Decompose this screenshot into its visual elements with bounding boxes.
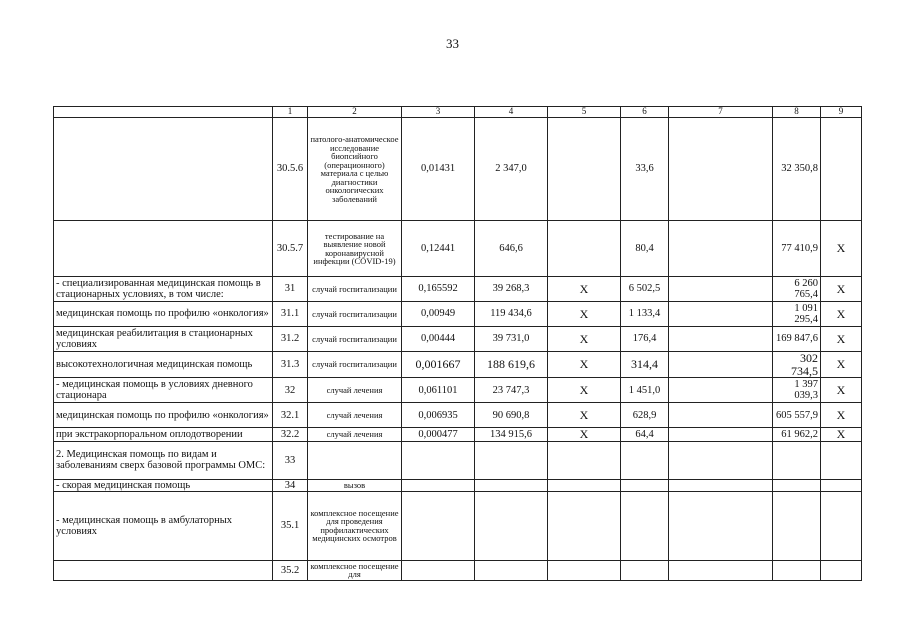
cell-3 xyxy=(402,441,475,479)
row-number: 35.2 xyxy=(273,560,308,580)
row-name xyxy=(54,118,273,221)
cell-6: 176,4 xyxy=(621,327,669,352)
row-unit: патолого-анатомическое исследование биопсийного (операционного) материала с целью диагностики онкологических заболеваний xyxy=(308,118,402,221)
cell-5: X xyxy=(548,277,621,302)
cell-4 xyxy=(475,491,548,560)
table-row xyxy=(54,327,862,352)
cell-8: 1 091 295,4 xyxy=(773,302,821,327)
header-cell: 4 xyxy=(475,107,548,118)
cell-6: 33,6 xyxy=(621,118,669,221)
row-unit: комплексное посещение для xyxy=(308,560,402,580)
cell-5: X xyxy=(548,327,621,352)
table-row xyxy=(54,403,862,428)
cell-6: 314,4 xyxy=(621,352,669,378)
row-name: медицинская помощь по профилю «онкология» xyxy=(54,302,273,327)
cell-6 xyxy=(621,491,669,560)
cell-7 xyxy=(669,277,773,302)
row-unit xyxy=(308,441,402,479)
cell-8: 169 847,6 xyxy=(773,327,821,352)
cell-4: 134 915,6 xyxy=(475,428,548,442)
cell-3: 0,00444 xyxy=(402,327,475,352)
cell-3: 0,006935 xyxy=(402,403,475,428)
cell-3 xyxy=(402,491,475,560)
cell-9 xyxy=(821,441,862,479)
header-cell: 9 xyxy=(821,107,862,118)
row-name xyxy=(54,221,273,277)
row-unit: случай госпитализации xyxy=(308,302,402,327)
row-name: медицинская помощь по профилю «онкология» xyxy=(54,403,273,428)
row-unit: случай госпитализации xyxy=(308,277,402,302)
row-number: 35.1 xyxy=(273,491,308,560)
cell-3: 0,00949 xyxy=(402,302,475,327)
cell-4: 39 731,0 xyxy=(475,327,548,352)
cell-9: X xyxy=(821,378,862,403)
cell-5 xyxy=(548,118,621,221)
row-unit: тестирование на выявление новой коронавирусной инфекции (COVID-19) xyxy=(308,221,402,277)
row-unit: случай лечения xyxy=(308,428,402,442)
cell-6 xyxy=(621,560,669,580)
row-number: 30.5.6 xyxy=(273,118,308,221)
header-cell: 5 xyxy=(548,107,621,118)
cell-8: 1 397 039,3 xyxy=(773,378,821,403)
data-table xyxy=(53,106,862,581)
table-row xyxy=(54,302,862,327)
header-row xyxy=(54,107,862,118)
row-name: медицинская реабилитация в стационарных условиях xyxy=(54,327,273,352)
row-name: - медицинская помощь в условиях дневного стационара xyxy=(54,378,273,403)
cell-6: 1 451,0 xyxy=(621,378,669,403)
table-row xyxy=(54,428,862,442)
table-row xyxy=(54,491,862,560)
cell-3 xyxy=(402,479,475,491)
row-name: - скорая медицинская помощь xyxy=(54,479,273,491)
cell-5: X xyxy=(548,403,621,428)
cell-4: 90 690,8 xyxy=(475,403,548,428)
header-cell: 1 xyxy=(273,107,308,118)
cell-4 xyxy=(475,441,548,479)
header-cell: 8 xyxy=(773,107,821,118)
cell-9: X xyxy=(821,428,862,442)
cell-5 xyxy=(548,560,621,580)
cell-7 xyxy=(669,491,773,560)
cell-5: X xyxy=(548,378,621,403)
cell-5: X xyxy=(548,352,621,378)
cell-7 xyxy=(669,560,773,580)
row-name: высокотехнологичная медицинская помощь xyxy=(54,352,273,378)
table-row xyxy=(54,221,862,277)
cell-8: 32 350,8 xyxy=(773,118,821,221)
cell-6: 64,4 xyxy=(621,428,669,442)
cell-6: 80,4 xyxy=(621,221,669,277)
cell-9: X xyxy=(821,221,862,277)
cell-9 xyxy=(821,479,862,491)
row-unit: вызов xyxy=(308,479,402,491)
cell-9 xyxy=(821,491,862,560)
cell-3: 0,12441 xyxy=(402,221,475,277)
table-row xyxy=(54,378,862,403)
cell-4: 2 347,0 xyxy=(475,118,548,221)
cell-8 xyxy=(773,441,821,479)
cell-4: 39 268,3 xyxy=(475,277,548,302)
cell-7 xyxy=(669,118,773,221)
cell-3: 0,001667 xyxy=(402,352,475,378)
cell-3: 0,01431 xyxy=(402,118,475,221)
cell-8: 77 410,9 xyxy=(773,221,821,277)
table-row xyxy=(54,560,862,580)
cell-7 xyxy=(669,327,773,352)
cell-9 xyxy=(821,560,862,580)
cell-4 xyxy=(475,479,548,491)
cell-9: X xyxy=(821,302,862,327)
cell-8 xyxy=(773,491,821,560)
cell-8 xyxy=(773,560,821,580)
cell-7 xyxy=(669,352,773,378)
cell-7 xyxy=(669,428,773,442)
row-number: 30.5.7 xyxy=(273,221,308,277)
cell-5: X xyxy=(548,428,621,442)
row-unit: случай госпитализации xyxy=(308,352,402,378)
cell-8: 61 962,2 xyxy=(773,428,821,442)
cell-3: 0,061101 xyxy=(402,378,475,403)
cell-8 xyxy=(773,479,821,491)
header-cell: 2 xyxy=(308,107,402,118)
row-number: 31 xyxy=(273,277,308,302)
cell-5 xyxy=(548,491,621,560)
cell-7 xyxy=(669,441,773,479)
table-row xyxy=(54,277,862,302)
table-row xyxy=(54,352,862,378)
cell-6 xyxy=(621,479,669,491)
row-unit: случай госпитализации xyxy=(308,327,402,352)
row-number: 34 xyxy=(273,479,308,491)
row-number: 31.2 xyxy=(273,327,308,352)
cell-7 xyxy=(669,221,773,277)
cell-3: 0,165592 xyxy=(402,277,475,302)
cell-4 xyxy=(475,560,548,580)
header-cell: 3 xyxy=(402,107,475,118)
cell-9: X xyxy=(821,327,862,352)
cell-6 xyxy=(621,441,669,479)
row-unit: случай лечения xyxy=(308,378,402,403)
header-cell-blank xyxy=(54,107,273,118)
cell-3: 0,000477 xyxy=(402,428,475,442)
cell-9 xyxy=(821,118,862,221)
row-name xyxy=(54,560,273,580)
page-number: 33 xyxy=(446,36,459,51)
row-number: 33 xyxy=(273,441,308,479)
cell-6: 6 502,5 xyxy=(621,277,669,302)
cell-4: 188 619,6 xyxy=(475,352,548,378)
row-unit: комплексное посещение для проведения профилактических медицинских осмотров xyxy=(308,491,402,560)
row-name: - специализированная медицинская помощь в стационарных условиях, в том числе: xyxy=(54,277,273,302)
table-row xyxy=(54,479,862,491)
cell-9: X xyxy=(821,352,862,378)
cell-6: 1 133,4 xyxy=(621,302,669,327)
cell-7 xyxy=(669,479,773,491)
cell-5 xyxy=(548,479,621,491)
row-name: - медицинская помощь в амбулаторных условиях xyxy=(54,491,273,560)
cell-7 xyxy=(669,302,773,327)
cell-9: X xyxy=(821,403,862,428)
row-number: 32 xyxy=(273,378,308,403)
cell-4: 646,6 xyxy=(475,221,548,277)
cell-8: 605 557,9 xyxy=(773,403,821,428)
cell-8: 6 260 765,4 xyxy=(773,277,821,302)
row-number: 31.1 xyxy=(273,302,308,327)
row-number: 32.1 xyxy=(273,403,308,428)
cell-5 xyxy=(548,441,621,479)
cell-7 xyxy=(669,403,773,428)
cell-5: X xyxy=(548,302,621,327)
row-number: 31.3 xyxy=(273,352,308,378)
cell-7 xyxy=(669,378,773,403)
row-number: 32.2 xyxy=(273,428,308,442)
cell-8: 302 734,5 xyxy=(773,352,821,378)
row-name: при экстракорпоральном оплодотворении xyxy=(54,428,273,442)
cell-4: 119 434,6 xyxy=(475,302,548,327)
row-unit: случай лечения xyxy=(308,403,402,428)
header-cell: 6 xyxy=(621,107,669,118)
row-name: 2. Медицинская помощь по видам и заболеваниям сверх базовой программы ОМС: xyxy=(54,441,273,479)
cell-4: 23 747,3 xyxy=(475,378,548,403)
cell-3 xyxy=(402,560,475,580)
table-row xyxy=(54,118,862,221)
header-cell: 7 xyxy=(669,107,773,118)
cell-5 xyxy=(548,221,621,277)
table-row xyxy=(54,441,862,479)
cell-6: 628,9 xyxy=(621,403,669,428)
cell-9: X xyxy=(821,277,862,302)
